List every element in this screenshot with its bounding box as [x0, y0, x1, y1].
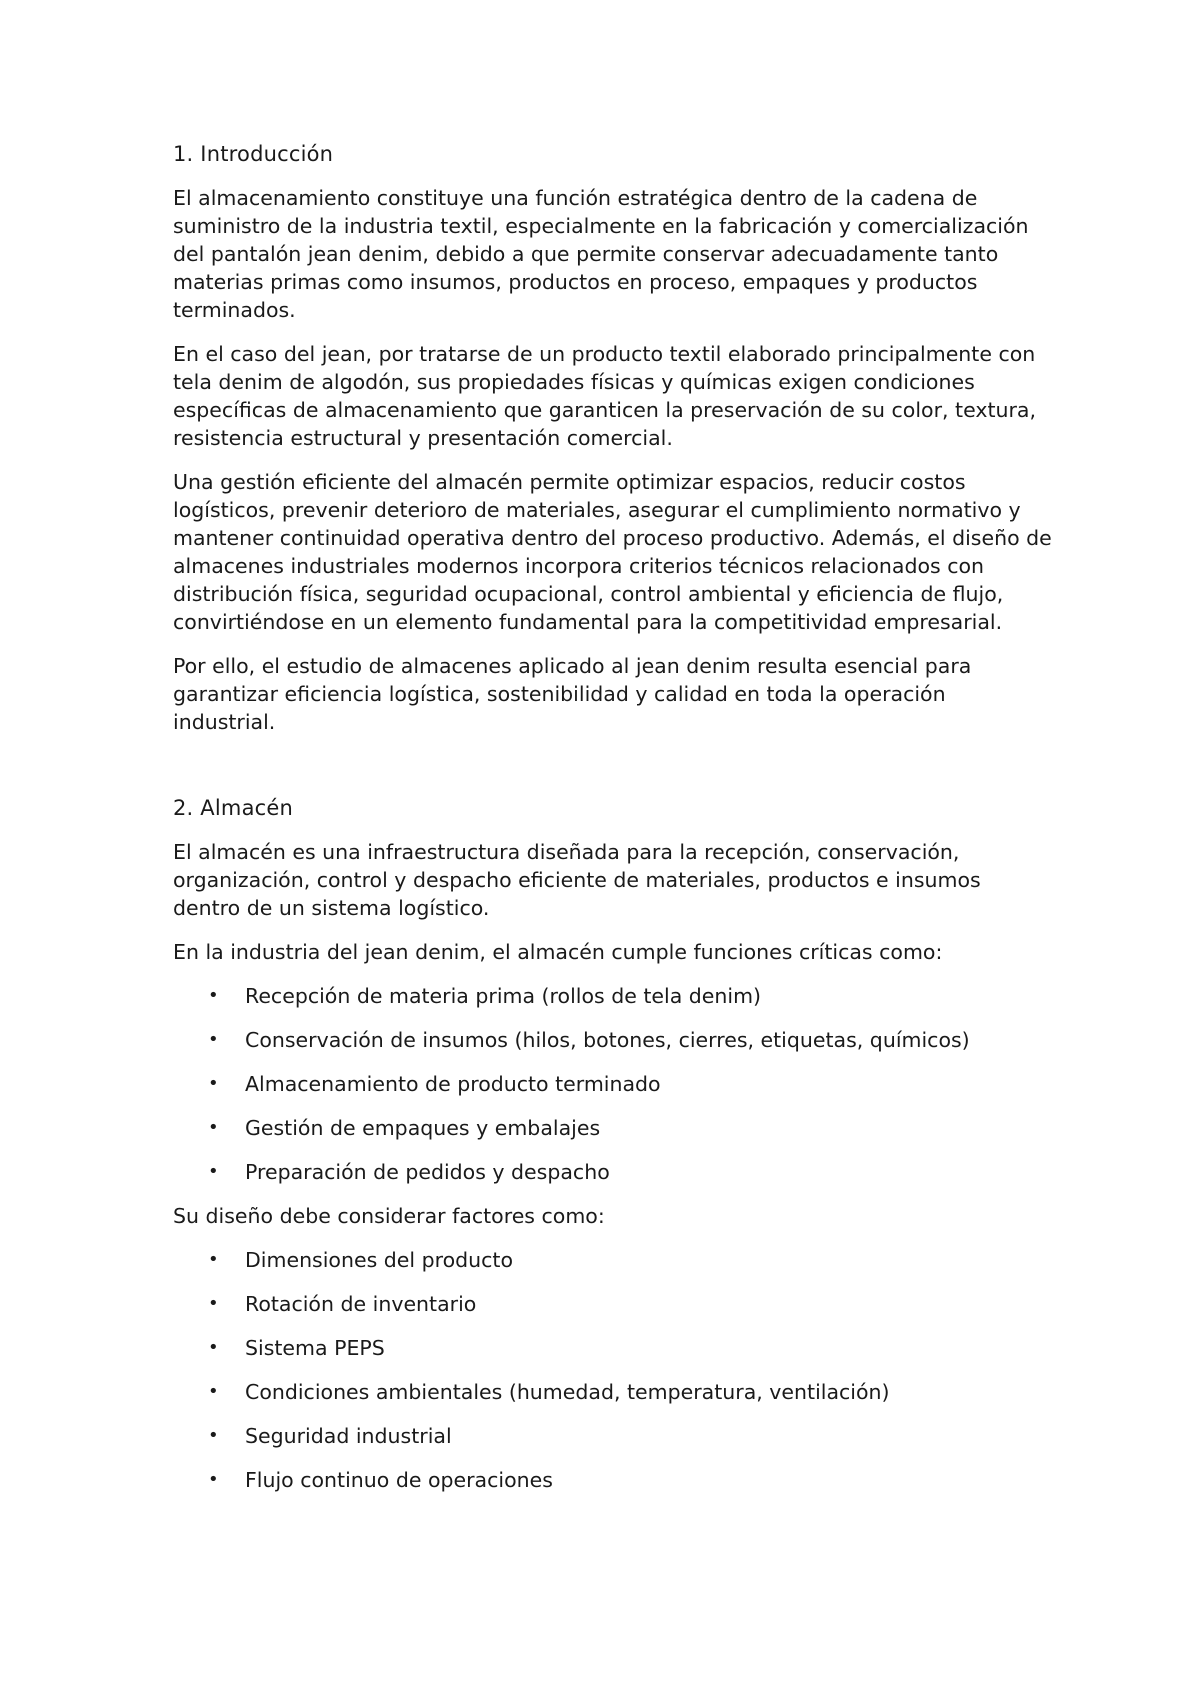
- bullet-icon: •: [208, 1249, 219, 1270]
- factors-intro: Su diseño debe considerar factores como:: [173, 1204, 605, 1228]
- list-item: • Flujo continuo de operaciones: [208, 1468, 553, 1492]
- section-heading-introduccion: 1. Introducción: [173, 142, 334, 166]
- list-item: • Sistema PEPS: [208, 1336, 385, 1360]
- list-item: • Conservación de insumos (hilos, botones, cierres, etiquetas, químicos): [208, 1028, 970, 1052]
- section-spacer: [173, 752, 1053, 794]
- almacen-paragraph-1: El almacén es una infraestructura diseñada para la recepción, conservación, organización, control y despacho eficiente de materiales, productos e insumos dentro de un sistema logístico.: [173, 840, 981, 920]
- intro-paragraph-2: En el caso del jean, por tratarse de un producto textil elaborado principalmente con tela denim de algodón, sus propiedades físicas y químicas exigen condiciones específicas de almacenamiento que garanticen la preservación de su color, textura, resistencia estructural y presentación comercial.: [173, 342, 1036, 450]
- intro-paragraph-1: El almacenamiento constituye una función estratégica dentro de la cadena de suministro de la industria textil, especialmente en la fabricación y comercialización del pantalón jean denim, debido a que permite conservar adecuadamente tanto materias primas como insumos, productos en proceso, empaques y productos terminados.: [173, 186, 1029, 322]
- bullet-icon: •: [208, 1293, 219, 1314]
- bullet-icon: •: [208, 1161, 219, 1182]
- list-item: • Almacenamiento de producto terminado: [208, 1072, 661, 1096]
- list-item: • Dimensiones del producto: [208, 1248, 514, 1272]
- bullet-icon: •: [208, 1337, 219, 1358]
- bullet-icon: •: [208, 1073, 219, 1094]
- functions-list: [173, 982, 1053, 1186]
- intro-paragraph-4: Por ello, el estudio de almacenes aplicado al jean denim resulta esencial para garantizar eficiencia logística, sostenibilidad y calidad en toda la operación industrial.: [173, 654, 972, 734]
- list-item: • Preparación de pedidos y despacho: [208, 1160, 610, 1184]
- intro-paragraph-3: Una gestión eficiente del almacén permite optimizar espacios, reducir costos logísticos, prevenir deterioro de materiales, asegurar el cumplimiento normativo y mantener continuidad operativa dentro del proceso productivo. Además, el diseño de almacenes industriales modernos incorpora criterios técnicos relacionados con distribución física, seguridad ocupacional, control ambiental y eficiencia de flujo, convirtiéndose en un elemento fundamental para la competitividad empresarial.: [173, 470, 1052, 634]
- list-item: • Seguridad industrial: [208, 1424, 452, 1448]
- factors-list: [173, 1246, 1053, 1494]
- bullet-icon: •: [208, 1381, 219, 1402]
- almacen-paragraph-2: En la industria del jean denim, el almacén cumple funciones críticas como:: [173, 940, 943, 964]
- bullet-icon: •: [208, 1029, 219, 1050]
- list-item: • Gestión de empaques y embalajes: [208, 1116, 601, 1140]
- bullet-icon: •: [208, 1425, 219, 1446]
- section-heading-almacen: 2. Almacén: [173, 796, 294, 820]
- bullet-icon: •: [208, 1469, 219, 1490]
- list-item: • Condiciones ambientales (humedad, temperatura, ventilación): [208, 1380, 890, 1404]
- bullet-icon: •: [208, 1117, 219, 1138]
- bullet-icon: •: [208, 985, 219, 1006]
- list-item: • Rotación de inventario: [208, 1292, 477, 1316]
- document-page: [173, 140, 1053, 1510]
- list-item: • Recepción de materia prima (rollos de tela denim): [208, 984, 762, 1008]
